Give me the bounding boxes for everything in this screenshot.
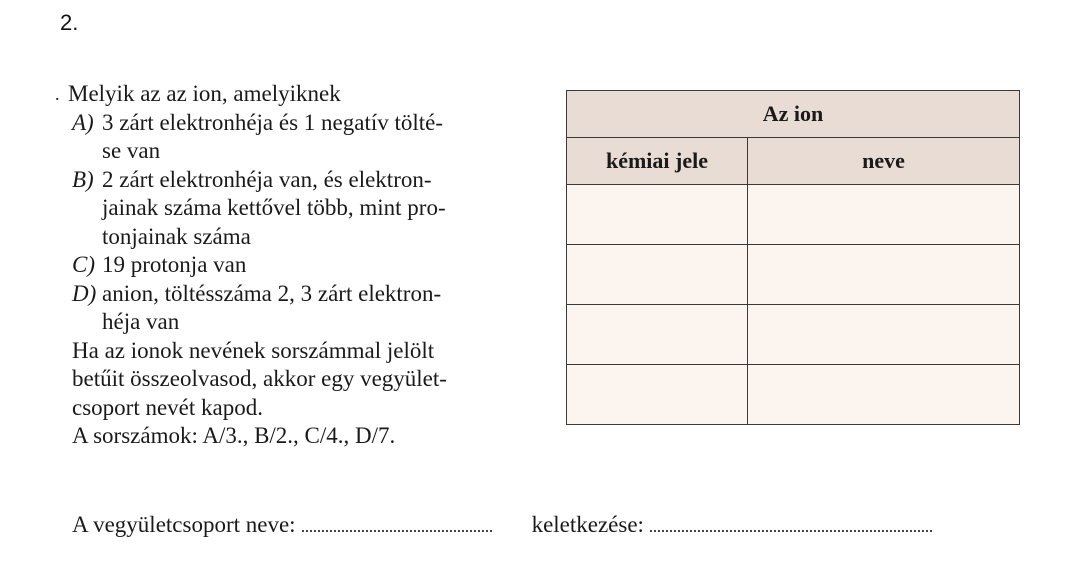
answer-line bbox=[72, 512, 932, 538]
name-cell-4[interactable] bbox=[748, 365, 1020, 425]
sorszamok-line: A sorszámok: A/3., B/2., C/4., D/7. bbox=[72, 423, 396, 448]
question-block bbox=[55, 80, 530, 451]
option-b-letter: B) bbox=[72, 166, 94, 192]
symbol-cell-4[interactable] bbox=[567, 365, 748, 425]
instruction-paragraph: Ha az ionok nevének sorszámmal jelölt betűit összeolvasod, akkor egy vegyület- csoport nevét kapod. bbox=[72, 337, 447, 420]
option-c-letter: C) bbox=[72, 252, 95, 277]
name-cell-3[interactable] bbox=[748, 305, 1020, 365]
option-a: A) 3 zárt elektronhéja és 1 negatív tölté- se van bbox=[72, 109, 444, 163]
ion-table bbox=[566, 90, 1020, 425]
question-intro: Melyik az az ion, amelyiknek bbox=[68, 81, 341, 106]
table-row bbox=[567, 365, 1020, 425]
option-b: B) 2 zárt elektronhéja van, és elektron- jainak száma kettővel több, mint pro- tonjainak száma bbox=[72, 166, 446, 249]
formation-label: keletkezése: bbox=[531, 512, 644, 537]
option-c-text: 19 protonja van bbox=[102, 252, 247, 277]
name-cell-2[interactable] bbox=[748, 245, 1020, 305]
option-d-letter: D) bbox=[72, 280, 97, 306]
symbol-cell-3[interactable] bbox=[567, 305, 748, 365]
compound-group-blank[interactable] bbox=[302, 530, 492, 532]
symbol-cell-2[interactable] bbox=[567, 245, 748, 305]
table-row bbox=[567, 245, 1020, 305]
task-number: 2. bbox=[60, 10, 79, 35]
bullet-mark: . bbox=[55, 84, 60, 104]
name-cell-1[interactable] bbox=[748, 185, 1020, 245]
symbol-cell-1[interactable] bbox=[567, 185, 748, 245]
option-a-letter: A) bbox=[72, 109, 94, 135]
table-col-name: neve bbox=[748, 138, 1020, 185]
table-row bbox=[567, 185, 1020, 245]
table-row bbox=[567, 305, 1020, 365]
option-d: D) anion, töltésszáma 2, 3 zárt elektron- héja van bbox=[72, 280, 442, 334]
table-header-ion: Az ion bbox=[567, 91, 1020, 138]
option-c bbox=[60, 251, 530, 280]
table-col-symbol: kémiai jele bbox=[567, 138, 748, 185]
compound-group-label: A vegyületcsoport neve: bbox=[72, 512, 296, 537]
formation-blank[interactable] bbox=[650, 530, 932, 532]
